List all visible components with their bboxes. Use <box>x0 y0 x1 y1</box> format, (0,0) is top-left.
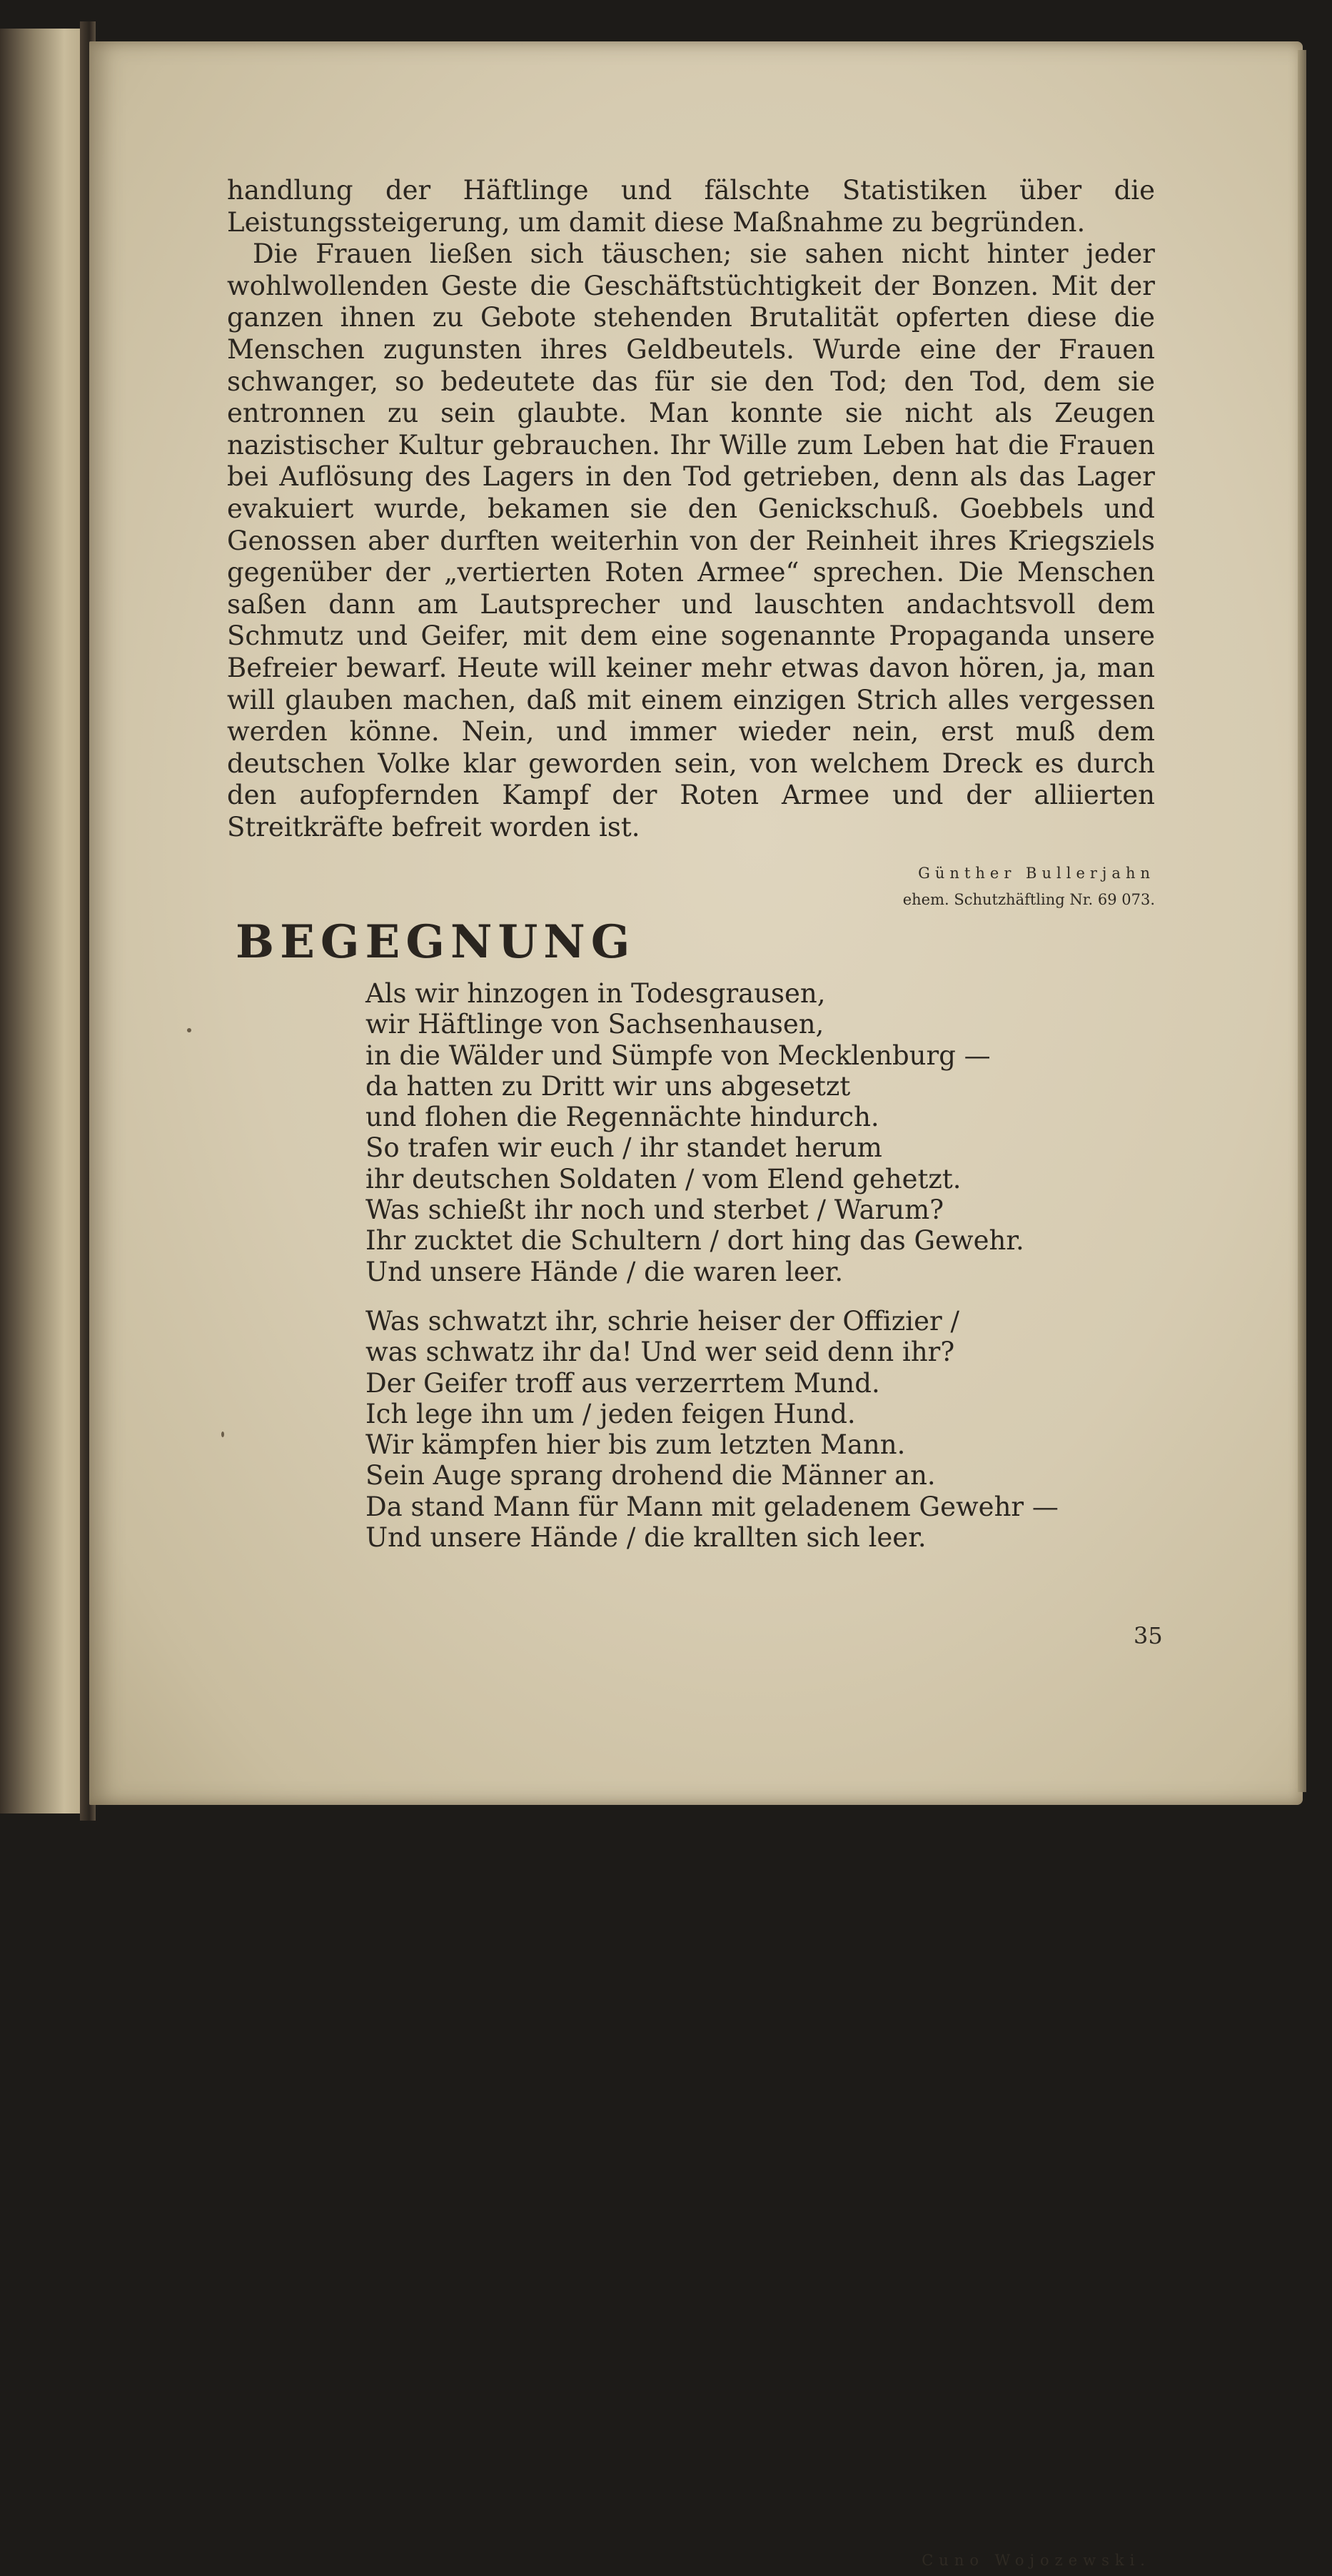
signature-name: Günther Bullerjahn <box>918 865 1155 882</box>
signature-note: ehem. Schutzhäftling Nr. 69 073. <box>902 891 1155 908</box>
poem-line: Was schießt ihr noch und sterbet / Warum? <box>365 1194 944 1226</box>
poem-author: Cuno Wojozewski. <box>922 2552 1151 2569</box>
poem-line: Ich lege ihn um / jeden feigen Hund. <box>365 1398 856 1429</box>
page-number: 35 <box>1134 1622 1163 1649</box>
poem-stanza <box>365 978 1151 1287</box>
poem-line: So trafen wir euch / ihr standet herum <box>365 1132 882 1164</box>
paper-speck <box>187 1028 191 1032</box>
poem-line: da hatten zu Dritt wir uns abgesetzt <box>365 1070 851 1102</box>
poem-line: in die Wälder und Sümpfe von Mecklenburg — <box>365 1040 991 1071</box>
signature-bullerjahn <box>784 860 1155 913</box>
poem-stanza <box>365 1306 1151 1553</box>
poem-line: Als wir hinzogen in Todesgrausen, <box>365 978 826 1009</box>
poem-line: wir Häftlinge von Sachsenhausen, <box>365 1009 824 1040</box>
page-text <box>227 175 1155 908</box>
poem-title: BEGEGNUNG <box>236 915 636 969</box>
paper-speck <box>221 1432 224 1437</box>
poem-line: Sein Auge sprang drohend die Männer an. <box>365 1460 936 1491</box>
poem-line: und flohen die Regennächte hindurch. <box>365 1102 879 1133</box>
poem-line: Wir kämpfen hier bis zum letzten Mann. <box>365 1429 906 1461</box>
poem-line: was schwatz ihr da! Und wer seid denn ihr? <box>365 1337 955 1368</box>
poem-line: Der Geifer troff aus verzerrtem Mund. <box>365 1367 880 1399</box>
poem-line: Ihr zucktet die Schultern / dort hing das Gewehr. <box>365 1225 1024 1257</box>
poem-line: Was schwatzt ihr, schrie heiser der Offizier / <box>365 1305 959 1337</box>
page-edge <box>1298 50 1306 1792</box>
previous-page-edge <box>0 29 86 1813</box>
poem-line: Und unsere Hände / die krallten sich leer. <box>365 1522 927 1554</box>
prose-paragraph: Die Frauen ließen sich täuschen; sie sahen nicht hinter jeder wohlwollenden Geste die Geschäftstüchtigkeit der Bonzen. Mit der ganzen ihnen zu Gebote stehenden Brutalität opferten diese die Menschen zugunsten ihres Geldbeutels. Wurde eine der Frauen schwanger, so bedeutete das für sie den Tod; den Tod, dem sie entronnen zu sein glaubte. Man konnte sie nicht als Zeugen nazistischer Kultur gebrauchen. Ihr Wille zum Leben hat die Frauen bei Auflösung des Lagers in den Tod getrieben, denn als das Lager evakuiert wurde, bekamen sie den Genickschuß. Goebbels und Genossen aber durften weiterhin von der Reinheit ihres Kriegsziels gegenüber der „vertierten Roten Armee“ sprechen. Die Menschen saßen dann am Lautsprecher und lauschten andachtsvoll dem Schmutz und Geifer, mit dem eine sogenannte Propaganda unsere Befreier bewarf. Heute will keiner mehr etwas davon hören, ja, man will glauben machen, daß mit einem einzigen Strich alles vergessen werden könne. Nein, und immer wieder nein, erst muß dem deutschen Volke klar geworden sein, von welchem Dreck es durch den aufopfernden Kampf der Roten Armee und der alliierten Streitkräfte befreit worden ist. <box>227 238 1155 842</box>
poem-line: Und unsere Hände / die waren leer. <box>365 1256 844 1287</box>
prose-paragraph: handlung der Häftlinge und fälschte Statistiken über die Leistungssteigerung, um damit diese Maßnahme zu begründen. <box>227 175 1155 238</box>
poem-line: ihr deutschen Soldaten / vom Elend gehetzt. <box>365 1163 962 1194</box>
prose-body <box>227 175 1155 843</box>
poem-line: Da stand Mann für Mann mit geladenem Gewehr — <box>365 1491 1059 1522</box>
